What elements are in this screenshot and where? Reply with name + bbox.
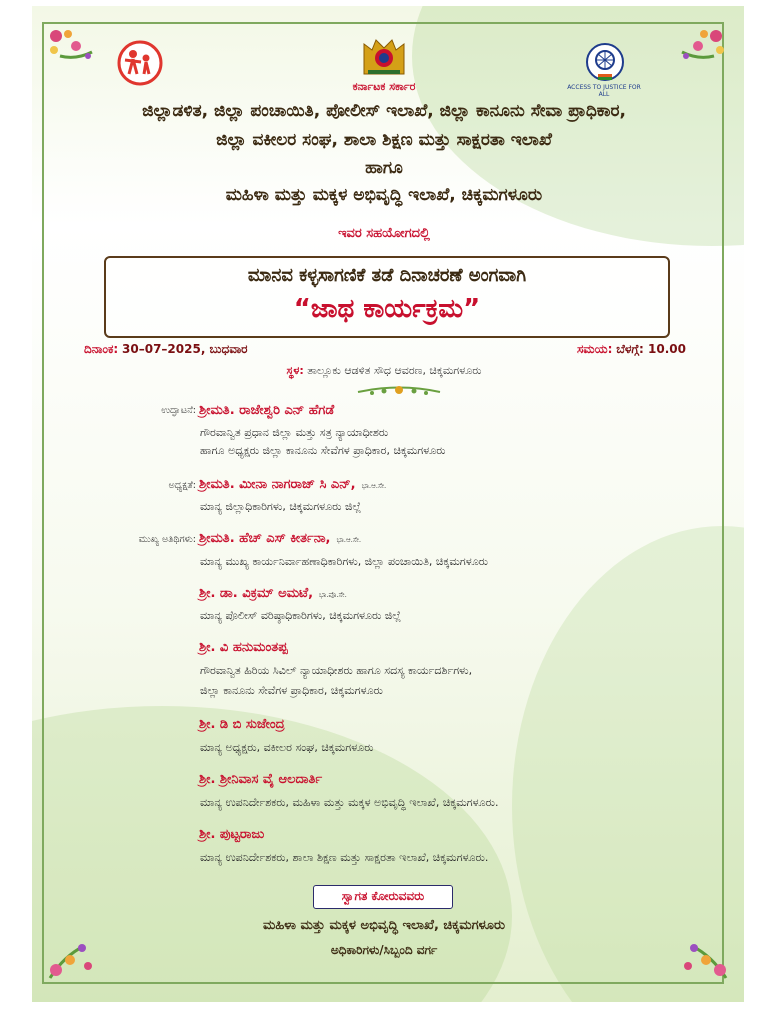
time-value: ಬೆಳಗ್ಗೆ: 10.00 [616,342,686,356]
guest-desc: ಜಿಲ್ಲಾ ಕಾನೂನು ಸೇವೆಗಳ ಪ್ರಾಧಿಕಾರ, ಚಿಕ್ಕಮಗಳೂರು [200,684,383,697]
floral-corner-icon [672,926,732,984]
guest-desc: ಹಾಗೂ ಅಧ್ಯಕ್ಷರು ಜಿಲ್ಲಾ ಕಾನೂನು ಸೇವೆಗಳ ಪ್ರಾಧಿಕಾರ, ಚಿಕ್ಕಮಗಳೂರು [200,444,446,457]
floral-corner-icon [44,926,104,984]
guest-desc: ಮಾನ್ಯ ಉಪನಿರ್ದೇಶಕರು, ಶಾಲಾ ಶಿಕ್ಷಣ ಮತ್ತು ಸಾಕ್ಷರತಾ ಇಲಾಖೆ, ಚಿಕ್ಕಮಗಳೂರು. [200,851,489,864]
welcome-label: ಸ್ವಾಗತ ಕೋರುವವರು [341,889,425,903]
title-line-2: “ಜಾಥ ಕಾರ್ಯಕ್ರಮ” [293,294,481,324]
govt-label: ಕರ್ನಾಟಕ ಸರ್ಕಾರ [352,80,416,93]
guest-desc: ಮಾನ್ಯ ಪೊಲೀಸ್ ವರಿಷ್ಠಾಧಿಕಾರಿಗಳು, ಚಿಕ್ಕಮಗಳೂರು ಜಿಲ್ಲೆ [200,609,402,622]
guest-desc: ಮಾನ್ಯ ಮುಖ್ಯ ಕಾರ್ಯನಿರ್ವಾಹಣಾಧಿಕಾರಿಗಳು, ಜಿಲ್ಲಾ ಪಂಚಾಯಿತಿ, ಚಿಕ್ಕಮಗಳೂರು [200,555,489,568]
org-line-3: ಮಹಿಳಾ ಮತ್ತು ಮಕ್ಕಳ ಅಭಿವೃದ್ಧಿ ಇಲಾಖೆ, ಚಿಕ್ಕಮಗಳೂರು [225,185,543,205]
guest-name: ಶ್ರೀ. ಡಿ ಬಿ ಸುಜೇಂದ್ರ [199,717,285,732]
time-label: ಸಮಯ: [576,342,613,356]
guest-desc: ಮಾನ್ಯ ಉಪನಿರ್ದೇಶಕರು, ಮಹಿಳಾ ಮತ್ತು ಮಕ್ಕಳ ಅಭಿವೃದ್ಧಿ ಇಲಾಖೆ, ಚಿಕ್ಕಮಗಳೂರು. [200,796,499,809]
nalsa-logo-icon [576,38,634,90]
guest-degree: ಭಾ.ಆ.ಸೇ. [361,482,387,490]
venue-label: ಸ್ಥಳ: [286,364,304,377]
time-row [520,342,686,357]
guest-degree: ಭಾ.ಆ.ಸೇ. [336,536,362,544]
guest-degree: ಭಾ.ಪೊ.ಸೇ. [319,591,347,599]
guest-desc: ಗೌರವಾನ್ವಿತ ಪ್ರಧಾನ ಜಿಲ್ಲಾ ಮತ್ತು ಸತ್ರ ನ್ಯಾಯಾಧೀಶರು [200,426,389,439]
date-row [84,342,248,357]
title-box [104,256,670,338]
guest-name: ಶ್ರೀ. ಶ್ರೀನಿವಾಸ ವೈ ಆಲದಾರ್ತಿ [199,772,323,787]
guest-name-row [199,477,386,492]
floral-divider-icon [354,383,444,401]
and-label: ಹಾಗೂ [365,158,403,178]
date-label: ದಿನಾಂಕ: [84,342,119,356]
floral-corner-icon [46,26,104,78]
cooperation-label: ಇವರ ಸಹಯೋಗದಲ್ಲಿ [338,226,430,241]
guest-desc: ಮಾನ್ಯ ಜಿಲ್ಲಾಧಿಕಾರಿಗಳು, ಚಿಕ್ಕಮಗಳೂರು ಜಿಲ್ಲೆ [200,500,362,513]
guest-name: ಶ್ರೀಮತಿ. ರಾಜೇಶ್ವರಿ ಎನ್ ಹೆಗಡೆ [199,403,335,418]
org-line-2: ಜಿಲ್ಲಾ ವಕೀಲರ ಸಂಘ, ಶಾಲಾ ಶಿಕ್ಷಣ ಮತ್ತು ಸಾಕ್ಷರತಾ ಇಲಾಖೆ [216,130,552,150]
floral-corner-icon [672,26,730,78]
venue-row [184,364,584,378]
footer-line-2: ಅಧಿಕಾರಿಗಳು/ಸಿಬ್ಬಂದಿ ವರ್ಗ [330,943,438,957]
title-line-1: ಮಾನವ ಕಳ್ಳಸಾಗಣಿಕೆ ತಡೆ ದಿನಾಚರಣೆ ಅಂಗವಾಗಿ [247,265,527,286]
guest-name: ಶ್ರೀ. ಡಾ. ವಿಕ್ರಮ್ ಅಮಟೆ, [199,586,314,601]
venue-value: ತಾಲ್ಲೂಕು ಆಡಳಿತ ಸೌಧ ಆವರಣ, ಚಿಕ್ಕಮಗಳೂರು [307,364,482,377]
guest-role: ಉದ್ಘಾಟನೆ: [161,405,196,416]
guest-name: ಶ್ರೀ. ವಿ ಹನುಮಂತಪ್ಪ [199,640,288,655]
wcd-logo-icon [117,40,163,86]
guest-desc: ಗೌರವಾನ್ವಿತ ಹಿರಿಯ ಸಿವಿಲ್ ನ್ಯಾಯಾಧೀಶರು ಹಾಗೂ ಸದಸ್ಯ ಕಾರ್ಯದರ್ಶಿಗಳು, [200,664,473,677]
org-line-1: ಜಿಲ್ಲಾಡಳಿತ, ಜಿಲ್ಲಾ ಪಂಚಾಯಿತಿ, ಪೋಲೀಸ್ ಇಲಾಖೆ, ಜಿಲ್ಲಾ ಕಾನೂನು ಸೇವಾ ಪ್ರಾಧಿಕಾರ, [142,101,626,121]
guest-role: ಅಧ್ಯಕ್ಷತೆ: [168,480,196,491]
guest-name: ಶ್ರೀಮತಿ. ಮೀನಾ ನಾಗರಾಜ್ ಸಿ ಎನ್, [199,477,356,492]
guest-name: ಶ್ರೀ. ಪುಟ್ಟರಾಜು [199,827,265,842]
welcome-box [313,885,453,909]
date-value: 30–07–2025, ಬುಧವಾರ [122,342,248,356]
footer-line-1: ಮಹಿಳಾ ಮತ್ತು ಮಕ್ಕಳ ಅಭಿವೃದ್ಧಿ ಇಲಾಖೆ, ಚಿಕ್ಕಮಗಳೂರು [263,918,505,933]
guest-role: ಮುಖ್ಯ ಅತಿಥಿಗಳು: [138,534,196,545]
nalsa-logo-caption: ACCESS TO JUSTICE FOR ALL [567,84,641,98]
guest-desc: ಮಾನ್ಯ ಅಧ್ಯಕ್ಷರು, ವಕೀಲರ ಸಂಘ, ಚಿಕ್ಕಮಗಳೂರು [200,741,374,754]
guest-name: ಶ್ರೀಮತಿ. ಹೆಚ್ ಎಸ್ ಕೀರ್ತನಾ, [199,531,331,546]
karnataka-emblem-icon [358,30,410,78]
guest-name-row [199,586,347,601]
guest-name-row [199,531,361,546]
